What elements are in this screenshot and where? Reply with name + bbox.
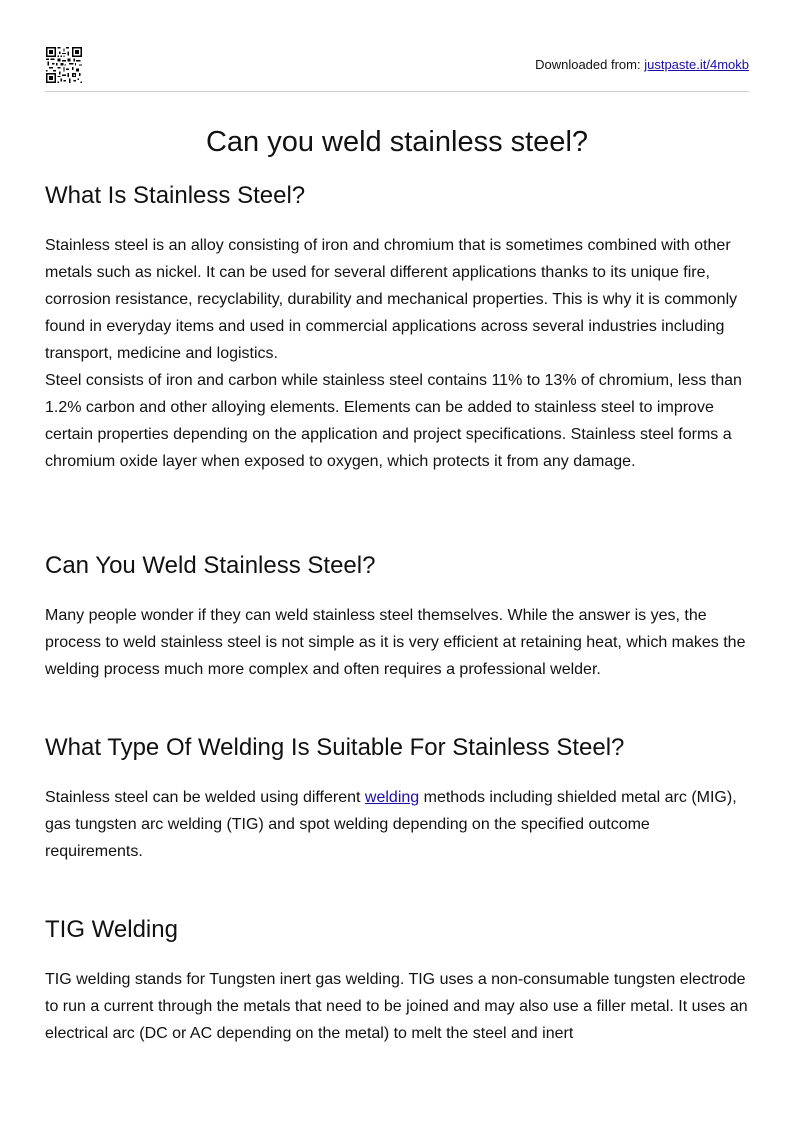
section-heading-can-you-weld: Can You Weld Stainless Steel? [45,552,376,579]
paragraph: Steel consists of iron and carbon while stainless steel contains 11% to 13% of chromium, less than 1.2% carbon and other alloying elements. Elements can be added to stainless steel to improve certain properties depending on the application and project specifications. Stainless steel forms a chromium oxide layer when exposed to oxygen, which protects it from any damage. [45,372,742,470]
document-title: Can you weld stainless steel? [205,126,589,158]
paragraph-with-link [45,784,749,865]
paragraph-text: methods including shielded metal arc (MIG), gas tungsten arc welding (TIG) and spot welding depending on the specified outcome requirements. [45,789,737,860]
section-heading-tig-welding: TIG Welding [45,916,178,943]
download-source-label: Downloaded from: [535,57,645,72]
section-heading-what-is-stainless-steel: What Is Stainless Steel? [45,182,306,209]
paragraph-text: Stainless steel can be welded using different [45,789,365,806]
qr-code-icon [46,47,82,83]
download-source [535,57,749,72]
section-heading-welding-types: What Type Of Welding Is Suitable For Stainless Steel? [45,734,625,761]
paragraph: Stainless steel is an alloy consisting of iron and chromium that is sometimes combined with other metals such as nickel. It can be used for several different applications thanks to its unique fire, corrosion resistance, recyclability, durability and mechanical properties. This is why it is commonly found in everyday items and used in commercial applications across several industries including transport, medicine and logistics. [45,237,738,362]
page-header [45,47,749,92]
source-link[interactable]: justpaste.it/4mokb [644,57,749,72]
paragraph: Many people wonder if they can weld stainless steel themselves. While the answer is yes, the process to weld stainless steel is not simple as it is very efficient at retaining heat, which makes the welding process much more complex and often requires a professional welder. [45,607,746,678]
paragraph: TIG welding stands for Tungsten inert gas welding. TIG uses a non-consumable tungsten electrode to run a current through the metals that need to be joined and may also use a filler metal. It uses an electrical arc (DC or AC depending on the metal) to melt the steel and inert [45,971,748,1042]
welding-link[interactable]: welding [364,789,420,806]
